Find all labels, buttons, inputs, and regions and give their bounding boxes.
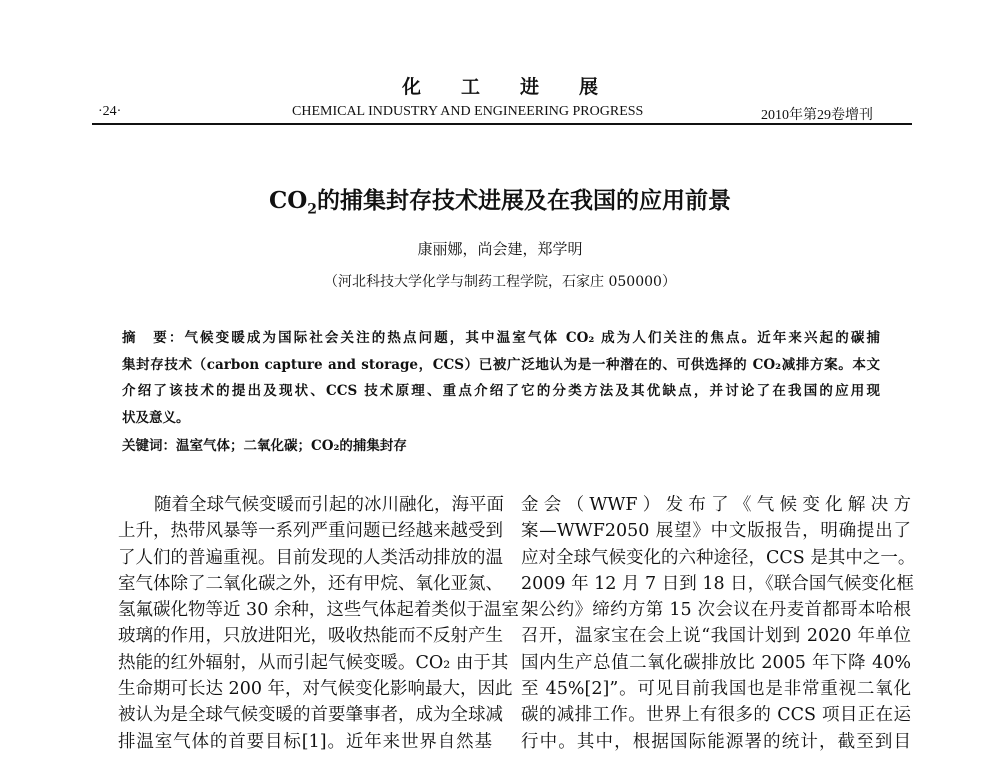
body-line: 随着全球气候变暖而引起的冰川融化，海平面	[154, 495, 504, 515]
body-line: 案—WWF2050 展望》中文版报告，明确提出了	[521, 521, 911, 542]
issue-info: 2010年第29卷增刊	[761, 108, 873, 123]
abstract-line: 状及意义。	[122, 409, 190, 426]
body-line: 排温室气体的首要目标[1]。近年来世界自然基	[118, 731, 492, 752]
body-line: 至 45%[2]”。可见目前我国也是非常重视二氧化	[521, 679, 911, 700]
keywords: 关键词：温室气体；二氧化碳；CO₂的捕集封存	[122, 438, 407, 454]
body-line: 了人们的普遍重视。目前发现的人类活动排放的温	[118, 547, 503, 568]
body-line: 国内生产总值二氧化碳排放比 2005 年下降 40%	[521, 652, 911, 673]
abstract-line: 摘 要：气候变暖成为国际社会关注的热点问题，其中温室气体 CO₂ 成为人们关注的焦点。近年来兴起的碳捕	[122, 330, 880, 346]
body-line: 应对全球气候变化的六种途径，CCS 是其中之一。	[521, 547, 916, 568]
body-line: 召开，温家宝在会上说“我国计划到 2020 年单位	[521, 626, 911, 647]
body-line: 2009 年 12 月 7 日到 18 日，《联合国气候变化框	[521, 573, 914, 594]
body-line: 生命期可长达 200 年，对气候变化影响最大，因此	[118, 679, 513, 700]
title-co: CO	[268, 187, 308, 214]
body-line: 上升，热带风暴等一系列严重问题已经越来越受到	[118, 521, 503, 542]
body-line: 金会（WWF）发布了《气候变化解决方	[521, 495, 911, 515]
body-line: 行中。其中，根据国际能源署的统计，截至到目	[521, 731, 911, 752]
body-line: 碳的减排工作。世界上有很多的 CCS 项目正在运	[521, 705, 911, 726]
abstract-line: 介绍了该技术的提出及现状、CCS 技术原理、重点介绍了它的分类方法及其优缺点，并讨论了在我国的应用现	[122, 383, 880, 399]
body-line: 热能的红外辐射，从而引起气候变暖。CO₂ 由于其	[118, 652, 509, 673]
article-title	[0, 182, 1000, 218]
affiliation: （河北科技大学化学与制药工程学院，石家庄 050000）	[324, 274, 676, 290]
journal-name-english: CHEMICAL INDUSTRY AND ENGINEERING PROGRESS	[292, 104, 644, 119]
authors: 康丽娜，尚会建，郑学明	[417, 240, 583, 258]
body-line: 架公约》缔约方第 15 次会议在丹麦首都哥本哈根	[521, 600, 911, 621]
page-number: ·24·	[98, 104, 122, 119]
header-rule	[92, 123, 912, 125]
body-line: 氢氟碳化物等近 30 余种，这些气体起着类似于温室	[118, 600, 519, 621]
body-line: 室气体除了二氧化碳之外，还有甲烷、氧化亚氮、	[118, 573, 503, 594]
abstract-line: 集封存技术（carbon capture and storage，CCS）已被广泛地认为是一种潜在的、可供选择的 CO₂减排方案。本文	[122, 356, 880, 373]
title-subscript: 2	[307, 201, 318, 218]
body-left-column	[118, 492, 519, 755]
journal-name-chinese: 化工进展	[401, 76, 638, 98]
body-line: 玻璃的作用，只放进阳光，吸收热能而不反射产生	[118, 626, 503, 647]
abstract	[122, 325, 880, 431]
body-right-column	[521, 492, 916, 755]
body-line: 被认为是全球气候变暖的首要肇事者，成为全球减	[118, 705, 503, 726]
title-text: 的捕集封存技术进展及在我国的应用前景	[317, 187, 732, 214]
